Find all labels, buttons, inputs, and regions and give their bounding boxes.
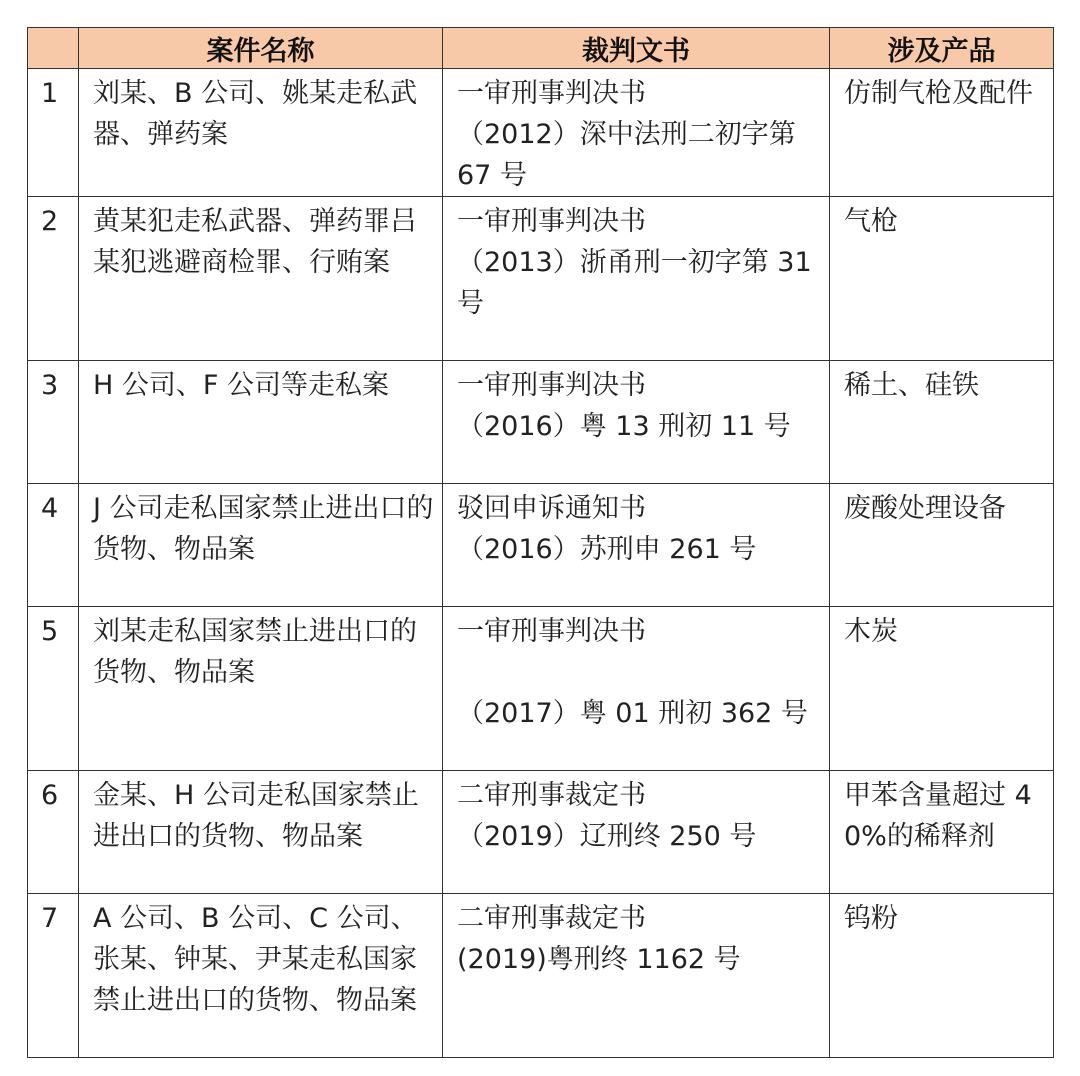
table-row [28,484,1054,607]
case-name-cell [79,361,443,484]
case-name: H 公司、F 公司等走私案 [93,370,389,401]
product: 甲苯含量超过 40%的稀释剂 [844,780,1032,852]
table-row [28,607,1054,771]
row-number: 3 [41,370,59,401]
table-row [28,361,1054,484]
judgment-document: 一审刑事判决书 （2012）深中法刑二初字第 67 号 [457,78,796,191]
case-name-cell [79,69,443,197]
case-name: 刘某走私国家禁止进出口的货物、物品案 [93,616,417,688]
product-cell [830,894,1054,1058]
row-number-cell [28,607,79,771]
case-name-cell [79,484,443,607]
table-row [28,771,1054,894]
product: 气枪 [844,206,898,237]
case-table [27,27,1054,1058]
product: 木炭 [844,616,898,647]
row-number-cell [28,771,79,894]
document-cell [443,69,830,197]
document-cell [443,197,830,361]
case-name-cell [79,607,443,771]
judgment-document: 驳回申诉通知书 （2016）苏刑申 261 号 [457,493,757,565]
judgment-document: 二审刑事裁定书 (2019)粤刑终 1162 号 [457,903,741,975]
product: 仿制气枪及配件 [844,78,1033,109]
judgment-document: 一审刑事判决书 （2016）粤 13 刑初 11 号 [457,370,791,442]
row-number: 4 [41,493,59,524]
row-number: 1 [41,78,59,109]
case-name: 刘某、B 公司、姚某走私武器、弹药案 [93,78,418,150]
row-number-cell [28,361,79,484]
table-row [28,69,1054,197]
row-number-cell [28,69,79,197]
row-number: 6 [41,780,59,811]
product: 稀土、硅铁 [844,370,979,401]
product: 废酸处理设备 [844,493,1006,524]
table-row [28,197,1054,361]
row-number-cell [28,484,79,607]
row-number-cell [28,894,79,1058]
document-cell [443,771,830,894]
case-name: 黄某犯走私武器、弹药罪吕某犯逃避商检罪、行贿案 [93,206,417,278]
document-cell [443,894,830,1058]
document-cell [443,484,830,607]
row-number: 5 [41,616,59,647]
row-number-cell [28,197,79,361]
product-cell [830,771,1054,894]
header-judgment-document: 裁判文书 [443,28,830,69]
header-case-name: 案件名称 [79,28,443,69]
header-product: 涉及产品 [830,28,1054,69]
case-name-cell [79,894,443,1058]
product: 钨粉 [844,903,898,934]
document-cell [443,607,830,771]
product-cell [830,197,1054,361]
case-name: 金某、H 公司走私国家禁止进出口的货物、物品案 [93,780,419,852]
header-row [28,28,1054,69]
case-name: J 公司走私国家禁止进出口的货物、物品案 [93,493,434,565]
product-cell [830,69,1054,197]
row-number: 7 [41,903,59,934]
document-cell [443,361,830,484]
judgment-document: 一审刑事判决书 （2017）粤 01 刑初 362 号 [457,616,808,729]
header-number [28,28,79,69]
case-name-cell [79,771,443,894]
product-cell [830,361,1054,484]
row-number: 2 [41,206,59,237]
product-cell [830,607,1054,771]
table-row [28,894,1054,1058]
judgment-document: 二审刑事裁定书 （2019）辽刑终 250 号 [457,780,757,852]
product-cell [830,484,1054,607]
case-name: A 公司、B 公司、C 公司、张某、钟某、尹某走私国家禁止进出口的货物、物品案 [93,903,418,1016]
judgment-document: 一审刑事判决书 （2013）浙甬刑一初字第 31 号 [457,206,812,319]
case-name-cell [79,197,443,361]
